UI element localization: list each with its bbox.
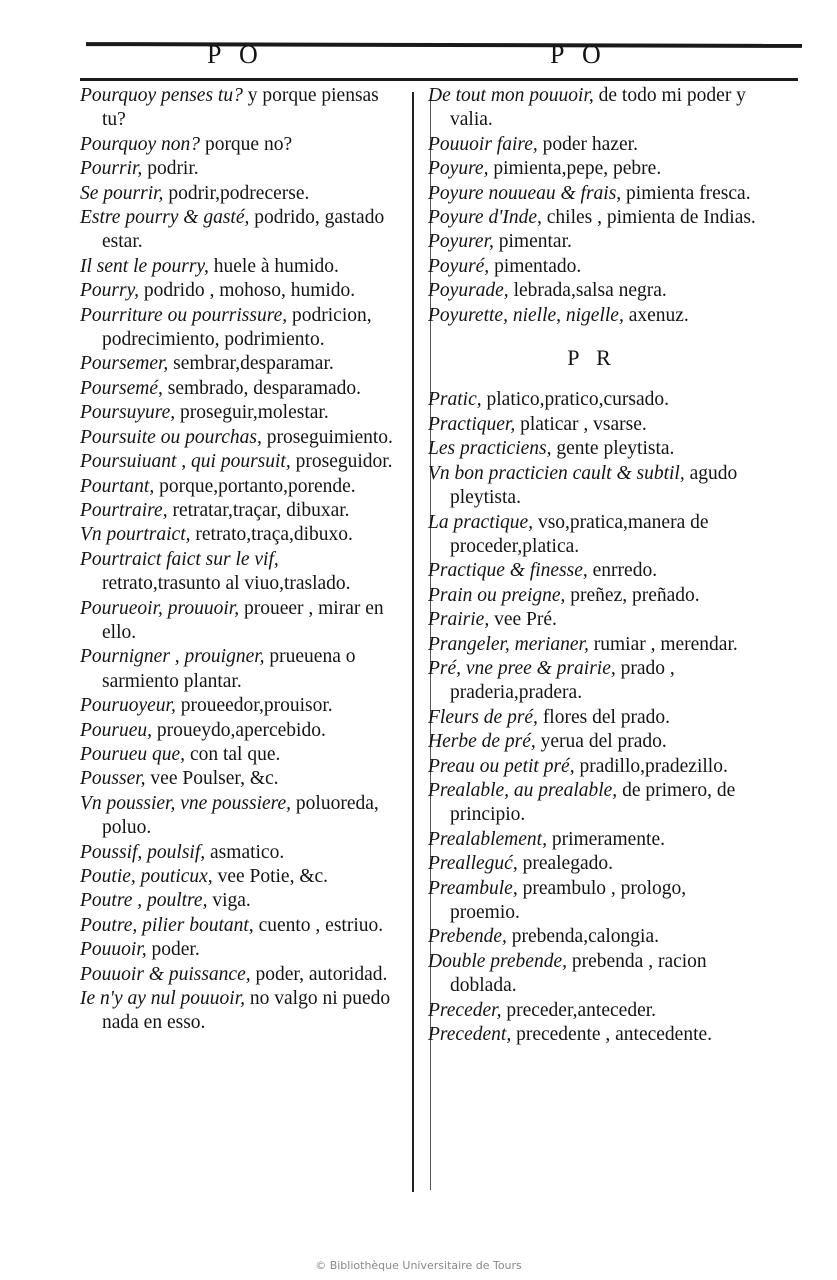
dictionary-entry	[428, 779, 756, 828]
entry-spanish-gloss: prebenda , racion doblada.	[450, 950, 707, 997]
entry-french-term: Prealleguć,	[428, 853, 518, 875]
dictionary-entry	[80, 963, 398, 987]
entry-french-term: Prebende,	[428, 926, 507, 948]
entry-spanish-gloss: retrato,trasunto al viuo,traslado.	[102, 573, 351, 595]
entry-french-term: Poutre, pilier boutant,	[80, 914, 254, 936]
dictionary-entry	[428, 230, 756, 254]
entry-spanish-gloss: y porque piensas tu?	[102, 85, 379, 131]
entry-french-term: Prangeler, merianer,	[428, 633, 589, 655]
dictionary-entry	[428, 657, 756, 706]
entry-spanish-gloss: yerua del prado.	[535, 731, 667, 753]
entry-spanish-gloss: proseguir,molestar.	[175, 402, 329, 424]
entry-spanish-gloss: porque,portanto,porende.	[154, 475, 356, 497]
entry-spanish-gloss: prealegado.	[517, 853, 613, 875]
entry-spanish-gloss: prado , praderia,pradera.	[450, 657, 675, 704]
entry-french-term: Poursuiuant , qui poursuit,	[80, 451, 291, 473]
entry-spanish-gloss: proueer , mirar en ello.	[102, 597, 384, 643]
dictionary-entry	[428, 157, 756, 181]
entry-spanish-gloss: de todo mi poder y valia.	[450, 85, 746, 131]
entry-spanish-gloss: lebrada,salsa negra.	[508, 280, 667, 302]
entry-spanish-gloss: podrido , mohoso, humido.	[139, 280, 356, 302]
section-heading: P R	[567, 345, 617, 371]
entry-french-term: Vn poussier, vne poussiere,	[80, 792, 292, 814]
entry-spanish-gloss: precedente , antecedente.	[511, 1024, 713, 1046]
dictionary-entry	[80, 743, 398, 767]
dictionary-entry	[80, 889, 398, 913]
entry-spanish-gloss: pradillo,pradezillo.	[574, 755, 728, 777]
entry-french-term: Pouuoir faire,	[428, 133, 538, 155]
entry-spanish-gloss: pimienta fresca.	[621, 182, 751, 204]
entry-french-term: Pourtraict faict sur le vif,	[80, 548, 279, 570]
entry-spanish-gloss: cuento , estriuo.	[253, 914, 384, 936]
entry-french-term: Pourueoir, prouuoir,	[80, 597, 240, 619]
dictionary-entry	[80, 499, 398, 523]
dictionary-entry	[428, 182, 756, 206]
dictionary-entry	[80, 157, 398, 181]
entry-french-term: Poyurette, nielle, nigelle,	[428, 304, 624, 326]
dictionary-entry	[80, 255, 398, 279]
dictionary-entry	[80, 84, 398, 133]
dictionary-entry	[80, 548, 398, 597]
dictionary-entry	[428, 584, 756, 608]
entry-french-term: Pré, vne pree & prairie,	[428, 657, 616, 679]
entry-french-term: Poyurade,	[428, 280, 509, 302]
entry-french-term: La practique,	[428, 511, 534, 533]
entry-french-term: Poyure nouueau & frais,	[428, 182, 622, 204]
entry-french-term: Pourriture ou pourrissure,	[80, 304, 288, 326]
entry-french-term: Preau ou petit pré,	[428, 755, 575, 777]
entry-french-term: Pourquoy non?	[80, 133, 201, 155]
dictionary-entry	[428, 950, 756, 999]
dictionary-entry	[428, 206, 756, 230]
entry-spanish-gloss: no valgo ni puedo nada en esso.	[102, 988, 391, 1034]
entry-spanish-gloss: proueydo,apercebido.	[152, 719, 326, 741]
entry-spanish-gloss: rumiar , merendar.	[588, 633, 738, 655]
dictionary-entry	[80, 767, 398, 791]
dictionary-entry	[80, 694, 398, 718]
dictionary-entry	[428, 255, 756, 279]
entry-spanish-gloss: poder.	[146, 939, 200, 961]
entry-french-term: Prealablement,	[428, 828, 547, 850]
entry-french-term: Fleurs de pré,	[428, 706, 538, 728]
dictionary-entry	[80, 206, 398, 255]
entry-spanish-gloss: vee Potie, &c.	[212, 866, 329, 887]
entry-french-term: Estre pourry & gasté,	[80, 207, 250, 229]
entry-spanish-gloss: gente pleytista.	[551, 438, 675, 460]
entry-french-term: Practique & finesse,	[428, 560, 588, 582]
dictionary-entry	[80, 841, 398, 865]
entry-spanish-gloss: pimentado.	[489, 255, 582, 277]
dictionary-entry	[428, 1023, 756, 1047]
dictionary-entry	[428, 925, 756, 949]
dictionary-entry	[80, 914, 398, 938]
entry-spanish-gloss: poder, autoridad.	[250, 963, 388, 985]
dictionary-entry	[80, 792, 398, 841]
entry-french-term: Practiquer,	[428, 413, 516, 435]
dictionary-entry	[428, 730, 756, 754]
dictionary-entry	[80, 377, 398, 401]
entry-spanish-gloss: retrato,traça,dibuxo.	[190, 524, 353, 546]
entry-spanish-gloss: proseguidor.	[290, 451, 393, 473]
entry-french-term: De tout mon pouuoir,	[428, 85, 594, 106]
dictionary-entry	[428, 462, 756, 511]
entry-french-term: Double prebende,	[428, 950, 567, 972]
entry-spanish-gloss: prueuena o sarmiento plantar.	[102, 646, 356, 692]
entry-french-term: Les practiciens,	[428, 438, 552, 460]
dictionary-entry	[428, 279, 756, 303]
entry-french-term: Preceder,	[428, 999, 502, 1021]
entry-french-term: Pousser,	[80, 768, 146, 790]
entry-french-term: Pourrir,	[80, 158, 143, 180]
entry-spanish-gloss: podrir,podrecerse.	[163, 182, 310, 204]
column-divider	[412, 92, 414, 1192]
entry-french-term: Prairie,	[428, 609, 490, 631]
entry-french-term: Pourueu que,	[80, 743, 186, 765]
entry-french-term: Vn bon practicien cault & subtil,	[428, 462, 685, 484]
entry-french-term: Poursemer,	[80, 353, 169, 375]
dictionary-entry	[80, 938, 398, 962]
entry-french-term: Vn pourtraict,	[80, 524, 191, 546]
entry-spanish-gloss: preceder,anteceder.	[501, 999, 657, 1021]
entry-spanish-gloss: con tal que.	[185, 743, 281, 765]
entry-french-term: Poutie, pouticux,	[80, 866, 213, 887]
entry-french-term: Poyuré,	[428, 255, 490, 277]
entry-french-term: Pourquoy penses tu?	[80, 85, 243, 106]
dictionary-entry	[80, 865, 398, 889]
entry-spanish-gloss: preambulo , prologo, proemio.	[450, 877, 687, 923]
entry-spanish-gloss: sembrar,desparamar.	[168, 353, 334, 375]
entry-spanish-gloss: pimienta,pepe, pebre.	[488, 158, 662, 180]
entry-spanish-gloss: podrido, gastado estar.	[102, 207, 385, 253]
dictionary-entry	[80, 182, 398, 206]
dictionary-entry	[428, 999, 756, 1023]
entry-spanish-gloss: enrredo.	[587, 560, 658, 582]
dictionary-entry	[80, 133, 398, 157]
left-column	[80, 84, 398, 1036]
entry-french-term: Poussif, poulsif,	[80, 841, 206, 863]
right-running-head: P O	[550, 40, 607, 69]
entry-spanish-gloss: chiles , pimienta de Indias.	[541, 207, 756, 229]
entry-french-term: Pourtraire,	[80, 499, 168, 521]
entry-french-term: Poyurer,	[428, 231, 494, 253]
dictionary-entry	[428, 755, 756, 779]
dictionary-entry	[80, 401, 398, 425]
entry-spanish-gloss: pimentar.	[493, 231, 572, 253]
entry-french-term: Poyure,	[428, 158, 489, 180]
entry-spanish-gloss: poder hazer.	[537, 133, 638, 155]
dictionary-entry	[80, 304, 398, 353]
dictionary-entry	[428, 852, 756, 876]
dictionary-entry	[80, 475, 398, 499]
entry-spanish-gloss: proueedor,prouisor.	[175, 695, 333, 717]
entry-spanish-gloss: vee Poulser, &c.	[145, 768, 279, 790]
entry-french-term: Poyure d'Inde,	[428, 207, 542, 229]
entry-french-term: Prain ou preigne,	[428, 584, 566, 606]
dictionary-entry	[80, 987, 398, 1036]
entry-french-term: Poursemé,	[80, 377, 163, 399]
dictionary-entry	[428, 304, 756, 328]
dictionary-entry	[428, 511, 756, 560]
dictionary-entry	[80, 719, 398, 743]
entry-french-term: Poursuite ou pourchas,	[80, 426, 262, 448]
entry-spanish-gloss: porque no?	[200, 133, 293, 155]
dictionary-entry	[428, 84, 756, 133]
entry-french-term: Il sent le pourry,	[80, 255, 209, 277]
right-column-top	[428, 84, 756, 328]
entry-spanish-gloss: vee Pré.	[489, 609, 557, 631]
entry-spanish-gloss: de primero, de principio.	[450, 779, 736, 826]
dictionary-entry	[428, 559, 756, 583]
dictionary-entry	[80, 279, 398, 303]
entry-spanish-gloss: poluoreda, poluo.	[102, 792, 379, 839]
dictionary-entry	[80, 426, 398, 450]
entry-spanish-gloss: podricion, podrecimiento, podrimiento.	[102, 304, 372, 351]
copyright-footer: © Bibliothèque Universitaire de Tours	[315, 1259, 522, 1272]
dictionary-entry	[428, 133, 756, 157]
entry-spanish-gloss: axenuz.	[623, 304, 689, 326]
dictionary-entry	[428, 828, 756, 852]
header-rule	[80, 78, 798, 81]
entry-french-term: Pratic,	[428, 389, 482, 411]
dictionary-entry	[80, 523, 398, 547]
entry-french-term: Pouruoyeur,	[80, 695, 176, 717]
entry-french-term: Pourueu,	[80, 719, 153, 741]
entry-french-term: Pournigner , prouigner,	[80, 646, 265, 668]
entry-french-term: Precedent,	[428, 1024, 512, 1046]
entry-french-term: Se pourrir,	[80, 182, 164, 204]
right-column	[428, 84, 756, 1047]
entry-spanish-gloss: preñez, preñado.	[565, 584, 700, 606]
entry-french-term: Prealable, au prealable,	[428, 779, 618, 801]
entry-spanish-gloss: agudo pleytista.	[450, 462, 738, 509]
entry-spanish-gloss: platicar , vsarse.	[515, 413, 647, 435]
dictionary-entry	[428, 608, 756, 632]
entry-spanish-gloss: podrir.	[142, 158, 199, 180]
entry-french-term: Ie n'y ay nul pouuoir,	[80, 988, 246, 1010]
dictionary-entry	[428, 706, 756, 730]
dictionary-entry	[80, 597, 398, 646]
dictionary-entry	[80, 352, 398, 376]
entry-spanish-gloss: vso,pratica,manera de proceder,platica.	[450, 511, 709, 557]
entry-french-term: Pourry,	[80, 280, 140, 302]
entry-spanish-gloss: huele à humido.	[208, 255, 339, 277]
dictionary-entry	[428, 877, 756, 926]
entry-french-term: Preambule,	[428, 877, 518, 899]
dictionary-entry	[428, 388, 756, 412]
entry-spanish-gloss: flores del prado.	[537, 706, 671, 728]
entry-french-term: Pourtant,	[80, 475, 155, 497]
entry-spanish-gloss: retratar,traçar, dibuxar.	[167, 499, 350, 521]
entry-french-term: Poursuyure,	[80, 402, 176, 424]
entry-spanish-gloss: platico,pratico,cursado.	[481, 389, 669, 411]
dictionary-entry	[428, 413, 756, 437]
dictionary-entry	[428, 437, 756, 461]
entry-spanish-gloss: proseguimiento.	[261, 426, 393, 448]
entry-spanish-gloss: primeramente.	[546, 828, 665, 850]
dictionary-entry	[80, 450, 398, 474]
entry-french-term: Herbe de pré,	[428, 731, 536, 753]
entry-spanish-gloss: asmatico.	[205, 841, 285, 863]
entry-french-term: Pouuoir,	[80, 939, 147, 961]
entry-spanish-gloss: sembrado, desparamado.	[162, 377, 362, 399]
left-running-head: P O	[207, 40, 264, 69]
entry-french-term: Pouuoir & puissance,	[80, 963, 251, 985]
dictionary-entry	[428, 633, 756, 657]
right-column-bottom	[428, 388, 756, 1047]
entry-spanish-gloss: viga.	[207, 890, 251, 912]
entry-spanish-gloss: prebenda,calongia.	[506, 926, 660, 948]
top-rule	[86, 42, 802, 48]
dictionary-entry	[80, 645, 398, 694]
entry-french-term: Poutre , poultre,	[80, 890, 208, 912]
